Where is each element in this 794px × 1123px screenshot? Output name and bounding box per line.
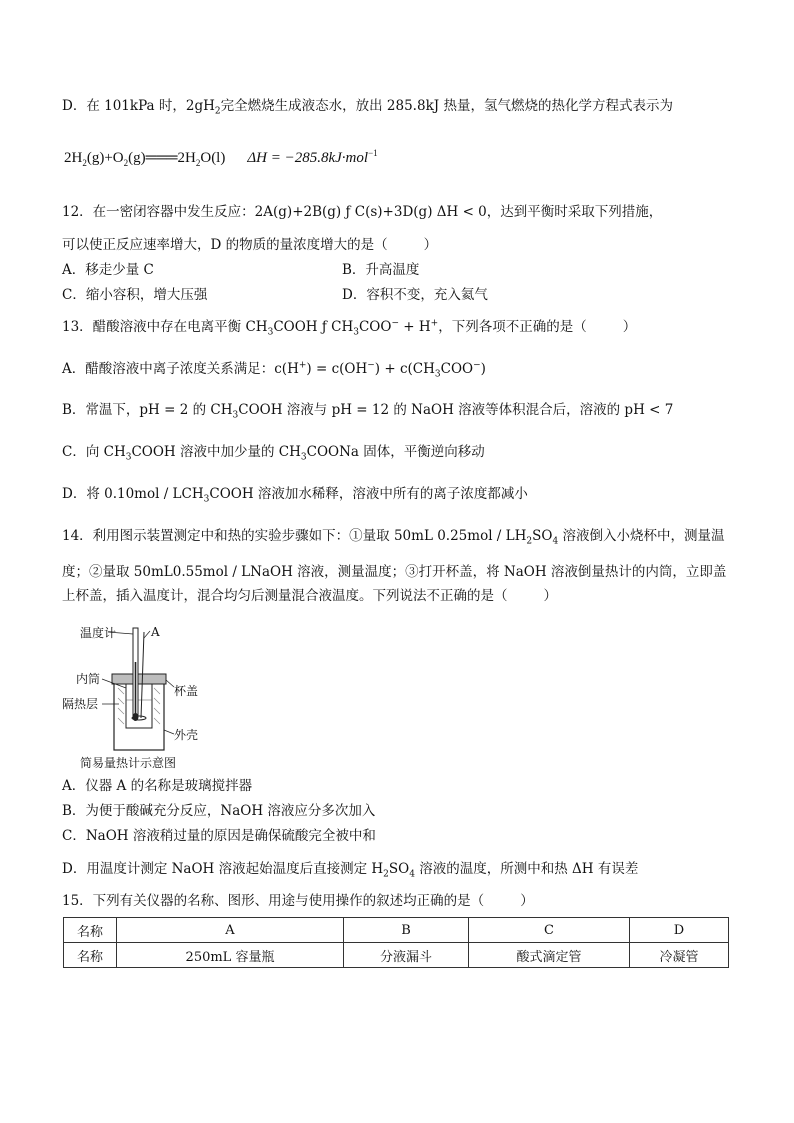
table-cell: B bbox=[344, 918, 469, 943]
table-cell: A bbox=[117, 918, 344, 943]
q13-stem: 13．醋酸溶液中存在电离平衡 $CH_3COOH$ ƒ $CH_3COO^- + H^+$，下列各项不正确的是（ ） bbox=[62, 318, 637, 338]
q15-instrument-table bbox=[63, 917, 729, 968]
table-cell: 冷凝管 bbox=[630, 943, 729, 968]
q13-option-b: B．常温下，pH = 2 的 $CH_3COOH$ 溶液与 pH = 12 的 NaOH 溶液等体积混合后，溶液的 pH < 7 bbox=[62, 402, 674, 421]
q11-equation: $2H_2(g)+O_2(g)═══2H_2O(l) \Delta H = -285.8kJ\cdot mol^{-1}$ bbox=[64, 148, 378, 168]
q12-option-a: A．移走少量 C bbox=[62, 262, 154, 278]
table-cell: 250mL 容量瓶 bbox=[117, 943, 344, 968]
q14-stem-line3: 上杯盖，插入温度计，混合均匀后测量混合液温度。下列说法不正确的是（ ） bbox=[62, 588, 557, 604]
table-cell: 酸式滴定管 bbox=[469, 943, 630, 968]
q14-option-b: B．为便于酸碱充分反应，NaOH 溶液应分多次加入 bbox=[62, 803, 376, 819]
label-inner-cylinder: 内筒 bbox=[76, 672, 101, 686]
q12-stem-line1: 12．在一密闭容器中发生反应：2A(g)+2B(g) ƒ C(s)+3D(g) ΔH < 0，达到平衡时采取下列措施， bbox=[62, 204, 663, 220]
q14-option-d: D．用温度计测定 NaOH 溶液起始温度后直接测定 $H_2SO_4$ 溶液的温度，所测中和热 ΔH 有误差 bbox=[62, 861, 639, 880]
q14-option-c: C．NaOH 溶液稍过量的原因是确保硫酸完全被中和 bbox=[62, 828, 376, 844]
table-cell: D bbox=[630, 918, 729, 943]
table-cell: C bbox=[469, 918, 630, 943]
calorimeter-figure bbox=[62, 622, 222, 772]
q13-option-d: D．将 $0.10mol / LCH_3COOH$ 溶液加水稀释，溶液中所有的离子浓度都减小 bbox=[62, 486, 528, 505]
q11-option-d: D．在 101kPa 时，$2gH_2$完全燃烧生成液态水，放出 285.8kJ 热量，氢气燃烧的热化学方程式表示为 bbox=[62, 98, 673, 117]
table-cell: 分液漏斗 bbox=[344, 943, 469, 968]
q13-option-c: C．向 $CH_3COOH$ 溶液中加少量的 $CH_3COONa$ 固体，平衡逆向移动 bbox=[62, 444, 485, 463]
label-a: A bbox=[151, 625, 160, 639]
label-thermometer: 温度计 bbox=[80, 626, 117, 640]
q13-option-a: A．醋酸溶液中离子浓度关系满足：$c(H^+) = c(OH^-) + c(CH_3COO^-)$ bbox=[62, 360, 486, 380]
table-row bbox=[64, 943, 729, 968]
q12-option-c: C．缩小容积，增大压强 bbox=[62, 287, 208, 303]
label-lid: 杯盖 bbox=[174, 684, 199, 698]
q14-stem-line2: 度；②量取 50mL0.55mol / LNaOH 溶液，测量温度；③打开杯盖，将 NaOH 溶液倒量热计的内筒，立即盖 bbox=[62, 564, 727, 580]
q12-option-d: D．容积不变，充入氦气 bbox=[342, 287, 488, 303]
q12-option-b: B．升高温度 bbox=[342, 262, 420, 278]
q14-stem-line1: 14．利用图示装置测定中和热的实验步骤如下：①量取 50mL $0.25mol / LH_2SO_4$ 溶液倒入小烧杯中，测量温 bbox=[62, 528, 725, 547]
figure-caption: 简易量热计示意图 bbox=[80, 756, 177, 770]
table-row bbox=[64, 918, 729, 943]
q15-stem: 15．下列有关仪器的名称、图形、用途与使用操作的叙述均正确的是（ ） bbox=[62, 893, 534, 909]
table-cell: 名称 bbox=[64, 918, 117, 943]
label-insulation: 隔热层 bbox=[62, 697, 99, 711]
label-shell: 外壳 bbox=[174, 728, 199, 742]
table-cell: 名称 bbox=[64, 943, 117, 968]
q12-stem-line2: 可以使正反应速率增大，D 的物质的量浓度增大的是（ ） bbox=[62, 237, 438, 253]
q14-option-a: A．仪器 A 的名称是玻璃搅拌器 bbox=[62, 778, 253, 794]
